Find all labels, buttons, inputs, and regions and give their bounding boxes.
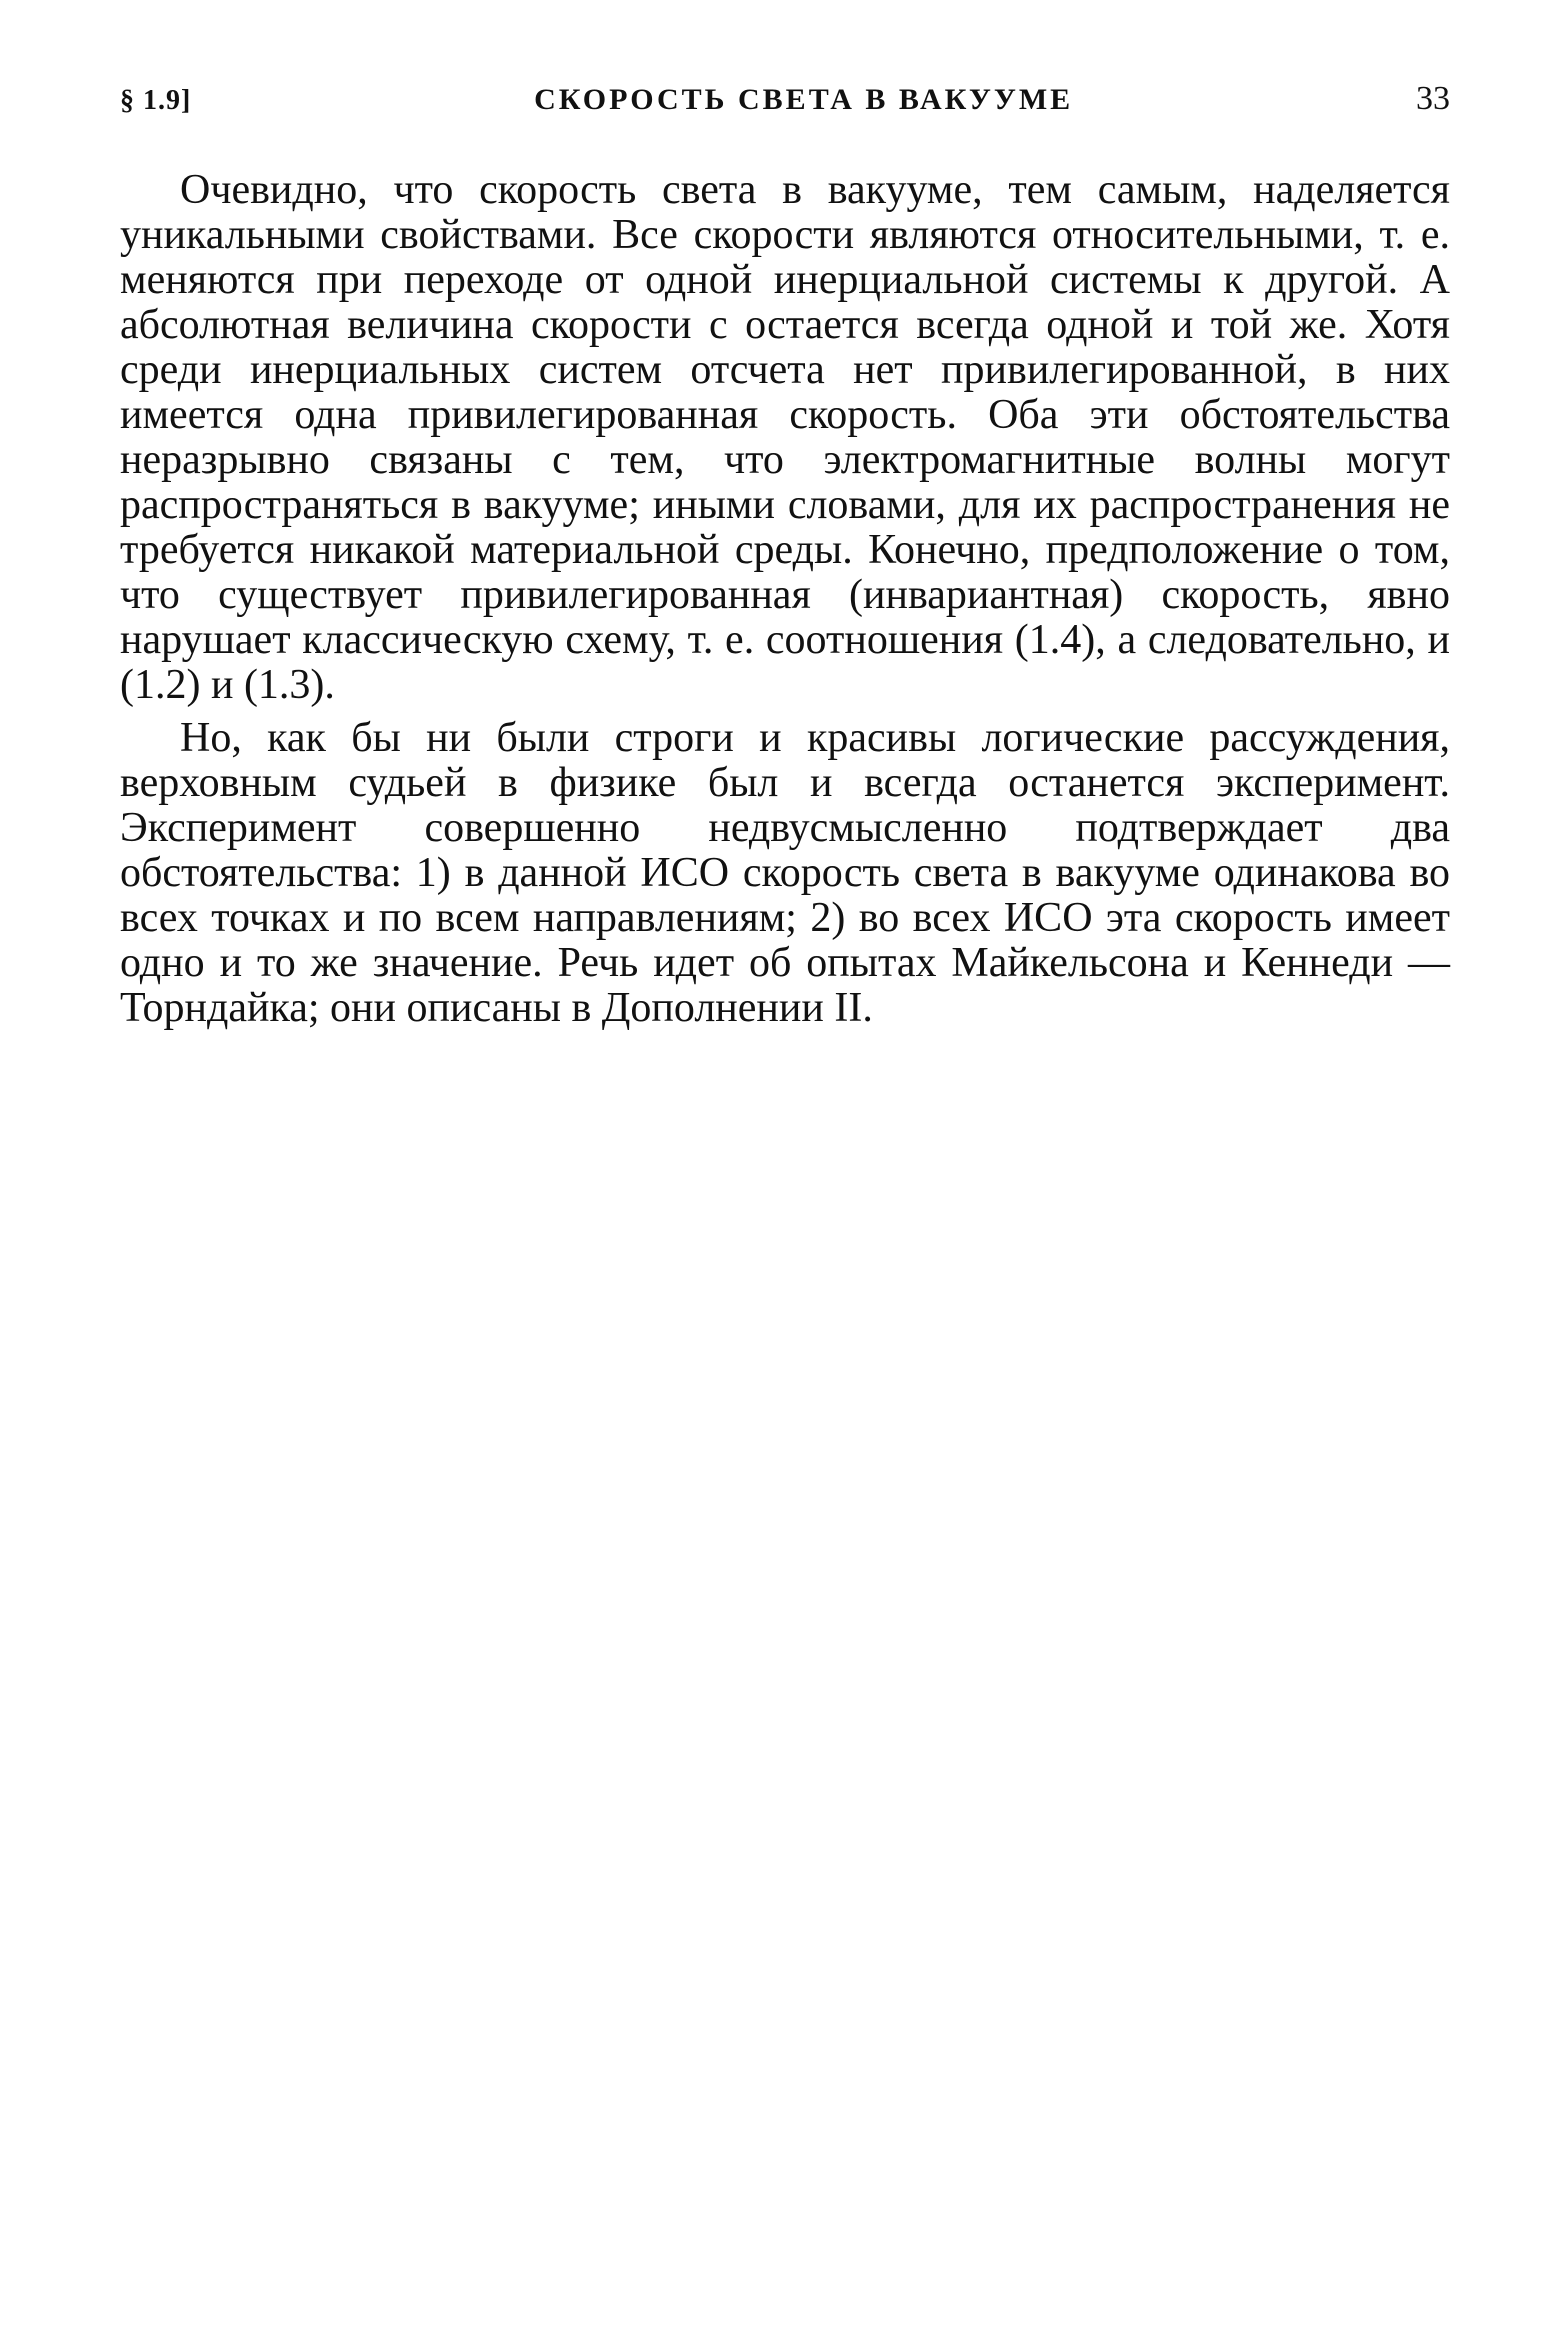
running-head [120,80,1450,140]
body-text [120,168,1450,1031]
running-title: СКОРОСТЬ СВЕТА В ВАКУУМЕ [534,83,1074,116]
book-page [120,80,1450,1031]
paragraph-2: Но, как бы ни были строги и красивы логические рассуждения, верховным судьей в физике был и всегда останется эксперимент. Эксперимент совершенно недвусмысленно подтверждает два обстоятельства: 1) в данной ИСО скорость света в вакууме одинакова во всех точках и по всем направлениям; 2) во всех ИСО эта скорость имеет одно и то же значение. Речь идет об опытах Майкельсона и Кеннеди — Торндайка; они описаны в Дополнении II. [120,715,1450,1031]
page-number: 33 [1416,80,1450,117]
paragraph-1: Очевидно, что скорость света в вакууме, тем самым, наделяется уникальными свойствами. Все скорости являются относительными, т. е. меняются при переходе от одной инерциальной системы к другой. А абсолютная величина скорости c остается всегда одной и той же. Хотя среди инерциальных систем отсчета нет привилегированной, в них имеется одна привилегированная скорость. Оба эти обстоятельства неразрывно связаны с тем, что электромагнитные волны могут распространяться в вакууме; иными словами, для их распространения не требуется никакой материальной среды. Конечно, предположение о том, что существует привилегированная (инвариантная) скорость, явно нарушает классическую схему, т. е. соотношения (1.4), а следовательно, и (1.2) и (1.3). [120,167,1450,708]
section-reference: § 1.9] [120,85,192,116]
